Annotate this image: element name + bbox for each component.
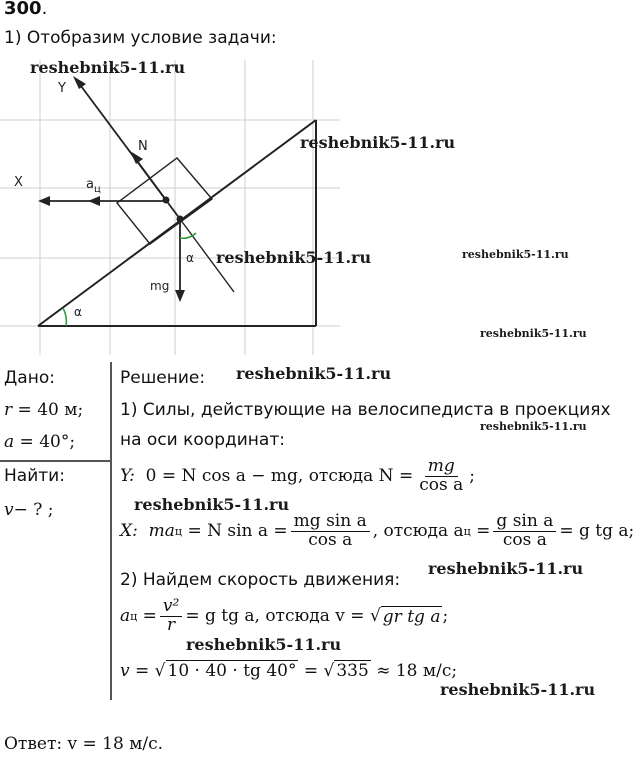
answer: Ответ: v = 18 м/с. [4, 734, 164, 754]
watermark: reshebnik5-11.ru [30, 58, 186, 77]
given-angle: a = 40°; [4, 432, 76, 452]
find-title: Найти: [4, 466, 65, 486]
given-divider-horizontal [0, 460, 110, 462]
step-1-heading: 1) Отобразим условие задачи: [4, 28, 277, 48]
watermark: reshebnik5-11.ru [186, 635, 342, 654]
watermark: reshebnik5-11.ru [216, 248, 372, 267]
solution-line-2: на оси координат: [120, 430, 285, 450]
problem-number: 300. [4, 0, 48, 19]
given-radius: r = 40 м; [4, 400, 84, 420]
watermark: reshebnik5-11.ru [440, 680, 596, 699]
equation-velocity: v = √ 10 · 40 · tg 40° = √ 335 ≈ 18 м/с; [120, 660, 458, 681]
watermark: reshebnik5-11.ru [480, 327, 587, 340]
gravity-label: mg [150, 279, 170, 293]
equation-centripetal: a ц = $\frac{\text{v²}}{r}$ = g tg a, отсюда v = √ gr tg a ; [120, 596, 449, 635]
watermark: reshebnik5-11.ru [462, 248, 569, 261]
watermark: reshebnik5-11.ru [236, 364, 392, 383]
given-divider-vertical [110, 362, 112, 700]
find-value: v− ? ; [4, 500, 54, 520]
solution-line-1: 1) Силы, действующие на велосипедиста в проекциях [120, 400, 611, 420]
equation-y: Y: 0 = N cos a − mg, отсюда N = $\frac{mg}{\text{cos a}}$ ; [120, 456, 475, 495]
axis-y-label: Y [58, 81, 66, 96]
axis-x-label: X [14, 175, 23, 190]
angle-alpha-label-top: α [186, 251, 194, 265]
given-title: Дано: [4, 368, 55, 388]
step-2-heading: 2) Найдем скорость движения: [120, 570, 401, 590]
grid-lines [0, 60, 340, 355]
solution-title: Решение: [120, 368, 206, 388]
watermark: reshebnik5-11.ru [300, 133, 456, 152]
watermark: reshebnik5-11.ru [134, 495, 290, 514]
centripetal-acc-label: $a_ц$ [86, 177, 101, 195]
incline-triangle [38, 120, 316, 326]
watermark: reshebnik5-11.ru [480, 420, 587, 433]
incline-diagram [0, 60, 618, 360]
equation-x: X: ma ц = N sin a = $\frac{\text{mg sin a}}{\text{cos a}}$ , отсюда a ц = $\frac{\text{g sin a}}{\text{cos a}}$ = g tg a; [120, 511, 634, 550]
watermark: reshebnik5-11.ru [428, 559, 584, 578]
normal-force-label: N [138, 139, 148, 154]
angle-alpha-label-bottom: α [74, 305, 82, 319]
